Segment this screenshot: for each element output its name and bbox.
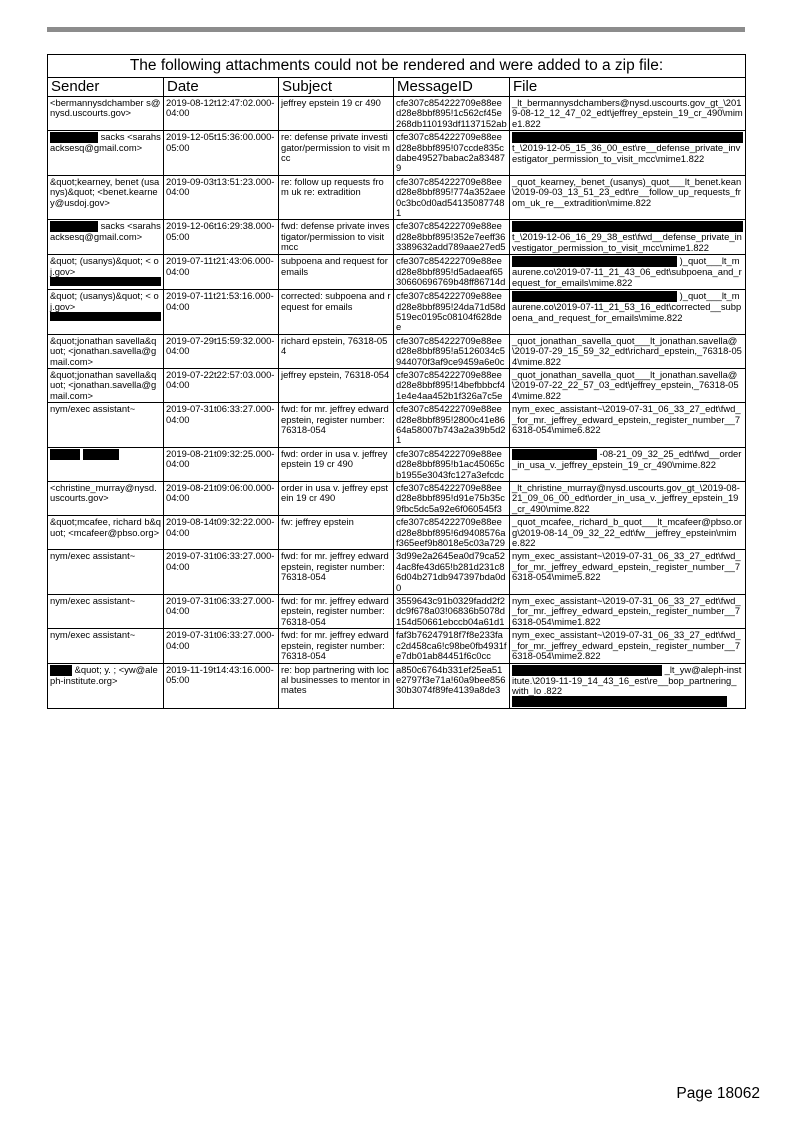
cell-text: cfe307c854222709e88eed28e8bbf895!d5adaeaf6530660696769b48ff86714d bbox=[396, 255, 506, 288]
cell-date bbox=[164, 482, 279, 516]
cell-mid bbox=[394, 629, 510, 663]
cell-text: cfe307c854222709e88eed28e8bbf895!1c562cf45e268db110193df1137152ab bbox=[396, 97, 507, 129]
cell-text: &quot;mcafee, richard b&quot; <mcafeer@pbso.org> bbox=[50, 516, 161, 538]
table-row bbox=[48, 290, 746, 335]
cell-mid bbox=[394, 175, 510, 220]
page-number: Page 18062 bbox=[676, 1085, 760, 1102]
cell-text: nym/exec assistant~ bbox=[50, 595, 136, 607]
cell-sender bbox=[48, 290, 164, 335]
cell-text: 3559643c91b0329fadd2f2dc9f678a03!06836b5078d154d50661ebccb04a61d1 bbox=[396, 595, 505, 627]
cell-text: fwd: for mr. jeffrey edward epstein, register number: 76318-054 bbox=[281, 629, 389, 662]
table-row bbox=[48, 255, 746, 290]
cell-text: cfe307c854222709e88eed28e8bbf895!07ccde835cdabe49527babac2a834879 bbox=[396, 131, 505, 174]
cell-file bbox=[510, 290, 746, 335]
cell-date bbox=[164, 403, 279, 448]
cell-date bbox=[164, 447, 279, 481]
cell-text: 3d99e2a2645ea0d79ca524ac8fe43d65!b281d231c86d04b271db947397bda0d0 bbox=[396, 550, 506, 593]
cell-text: &quot; (usanys)&quot; < oj.gov> bbox=[50, 255, 159, 277]
cell-subject bbox=[279, 663, 394, 709]
cell-mid bbox=[394, 334, 510, 368]
cell-text: fwd: defense private investigator/permission to visit mcc bbox=[281, 220, 390, 253]
cell-text: _quot_jonathan_savella_quot___lt_jonathan.savella@\2019-07-22_22_57_03_edt\jeffrey_epstein,_76318-054\mime.822 bbox=[512, 368, 739, 401]
table-row bbox=[48, 482, 746, 516]
cell-text: _lt_bermannysdchambers@nysd.uscourts.gov_gt_\2019-08-12_12_47_02_edt\jeffrey_epstein_19_cr_490\mime1.822 bbox=[512, 97, 743, 129]
cell-text: 2019-07-22t22:57:03.000-04:00 bbox=[166, 368, 275, 391]
cell-sender bbox=[48, 403, 164, 448]
cell-text: &quot; y. ; <yw@aleph-institute.org> bbox=[50, 663, 158, 686]
cell-text: fwd: for mr. jeffrey edward epstein, register number: 76318-054 bbox=[281, 595, 389, 627]
attachments-table bbox=[47, 54, 746, 709]
cell-subject bbox=[279, 220, 394, 255]
cell-file bbox=[510, 255, 746, 290]
cell-date bbox=[164, 334, 279, 368]
redaction-box bbox=[50, 449, 80, 460]
cell-text: cfe307c854222709e88eed28e8bbf895!6d9408576af365eef9b8018e5c03a729 bbox=[396, 516, 506, 549]
cell-text: fw: jeffrey epstein bbox=[281, 516, 354, 528]
cell-text: order in usa v. jeffrey epstein 19 cr 490 bbox=[281, 482, 388, 504]
cell-text: 2019-07-31t06:33:27.000-04:00 bbox=[166, 403, 275, 425]
cell-file bbox=[510, 220, 746, 255]
cell-subject bbox=[279, 97, 394, 131]
cell-mid bbox=[394, 482, 510, 516]
cell-text: &quot;kearney, benet (usanys)&quot; <benet.kearney@usdoj.gov> bbox=[50, 175, 160, 208]
cell-text: cfe307c854222709e88eed28e8bbf895!d91e75b35c9fbc5dc5a92e6f060545f3 bbox=[396, 482, 505, 514]
cell-text: 2019-07-31t06:33:27.000-04:00 bbox=[166, 550, 275, 572]
cell-mid bbox=[394, 97, 510, 131]
cell-date bbox=[164, 175, 279, 220]
cell-text: richard epstein, 76318-054 bbox=[281, 334, 388, 357]
cell-date bbox=[164, 290, 279, 335]
cell-text: nym_exec_assistant~\2019-07-31_06_33_27_edt\fwd__for_mr._jeffrey_edward_epstein,_register_number__76318-054\mime6.822 bbox=[512, 403, 741, 435]
table-row bbox=[48, 595, 746, 629]
cell-text: corrected: subpoena and request for emails bbox=[281, 290, 391, 312]
cell-text: sacks <sarahsacksesq@gmail.com> bbox=[50, 220, 161, 243]
cell-text: cfe307c854222709e88eed28e8bbf895!2800c41e8664a58007b743a2a39b5d21 bbox=[396, 403, 506, 446]
cell-mid bbox=[394, 220, 510, 255]
cell-text: 2019-08-14t09:32:22.000-04:00 bbox=[166, 516, 275, 538]
cell-text: nym/exec assistant~ bbox=[50, 403, 136, 415]
cell-mid bbox=[394, 447, 510, 481]
cell-text: t_\2019-12-06_16_29_38_est\fwd__defense_private_investigator_permission_to_visit_mcc\mime1.822 bbox=[512, 231, 742, 253]
cell-text: faf3b76247918f7f8e233fac2d458ca6!c98be0fb4931fe7db01ab84451f6c0cc bbox=[396, 629, 507, 662]
cell-sender bbox=[48, 482, 164, 516]
cell-text: cfe307c854222709e88eed28e8bbf895!a5126034c5944070f3af9ce9459a6e0c bbox=[396, 334, 505, 367]
table-row bbox=[48, 334, 746, 368]
cell-text: subpoena and request for emails bbox=[281, 255, 388, 277]
cell-text: cfe307c854222709e88eed28e8bbf895!24da71d58d519ec0195c08104f628dee bbox=[396, 290, 506, 333]
cell-text: &quot; (usanys)&quot; < oj.gov> bbox=[50, 290, 159, 312]
cell-mid bbox=[394, 595, 510, 629]
cell-text: a850c6764b331ef25ea51e2797f3e71a!60a9bee85630b3074f89fe4139a8de3 bbox=[396, 663, 506, 696]
cell-subject bbox=[279, 516, 394, 550]
table-row bbox=[48, 175, 746, 220]
cell-date bbox=[164, 516, 279, 550]
table-row bbox=[48, 663, 746, 709]
table-row bbox=[48, 447, 746, 481]
cell-file bbox=[510, 175, 746, 220]
cell-text: re: defense private investigator/permission to visit mcc bbox=[281, 131, 390, 164]
cell-file bbox=[510, 97, 746, 131]
cell-file bbox=[510, 368, 746, 402]
cell-file bbox=[510, 334, 746, 368]
cell-date bbox=[164, 220, 279, 255]
cell-subject bbox=[279, 629, 394, 663]
cell-text: fwd: order in usa v. jeffrey epstein 19 cr 490 bbox=[281, 447, 388, 470]
cell-file bbox=[510, 403, 746, 448]
cell-sender bbox=[48, 220, 164, 255]
cell-text: cfe307c854222709e88eed28e8bbf895!352e7eeff363389632add789aae27ed5 bbox=[396, 220, 506, 253]
cell-mid bbox=[394, 255, 510, 290]
table-row bbox=[48, 550, 746, 595]
cell-mid bbox=[394, 403, 510, 448]
cell-mid bbox=[394, 663, 510, 709]
cell-sender bbox=[48, 368, 164, 402]
cell-text: 2019-08-21t09:32:25.000-04:00 bbox=[166, 447, 275, 470]
cell-text: nym_exec_assistant~\2019-07-31_06_33_27_edt\fwd__for_mr._jeffrey_edward_epstein,_register_number__76318-054\mime1.822 bbox=[512, 595, 741, 627]
cell-text: -08-21_09_32_25_edt\fwd__order_in_usa_v._jeffrey_epstein_19_cr_490\mime.822 bbox=[512, 447, 742, 470]
cell-text: 2019-12-06t16:29:38.000-05:00 bbox=[166, 220, 275, 242]
cell-text: <bermannysdchamber s@nysd.uscourts.gov> bbox=[50, 97, 161, 119]
cell-text: )_quot___lt_m aurene.co\2019-07-11_21_53_16_edt\corrected__subpoena_and_request_for_emails\mime.822 bbox=[512, 290, 742, 323]
cell-date bbox=[164, 368, 279, 402]
header-row bbox=[48, 78, 746, 97]
cell-text: 2019-07-11t21:53:16.000-04:00 bbox=[166, 290, 274, 312]
cell-text: _lt_yw@aleph-institute.\2019-11-19_14_43_16_est\re__bop_partnering_with_lo .822 bbox=[512, 663, 742, 696]
cell-date bbox=[164, 550, 279, 595]
table-row bbox=[48, 368, 746, 402]
table-row bbox=[48, 403, 746, 448]
cell-file bbox=[510, 595, 746, 629]
cell-file bbox=[510, 663, 746, 709]
cell-date bbox=[164, 97, 279, 131]
cell-sender bbox=[48, 255, 164, 290]
cell-text: 2019-07-31t06:33:27.000-04:00 bbox=[166, 629, 275, 651]
cell-text: &quot;jonathan savella&quot; <jonathan.savella@gmail.com> bbox=[50, 368, 157, 401]
cell-date bbox=[164, 131, 279, 176]
cell-mid bbox=[394, 131, 510, 176]
table-row bbox=[48, 220, 746, 255]
cell-text: )_quot___lt_m aurene.co\2019-07-11_21_43_06_edt\subpoena_and_request_for_emails\mime.822 bbox=[512, 255, 742, 288]
column-header-date: Date bbox=[164, 78, 279, 97]
cell-text: nym/exec assistant~ bbox=[50, 629, 136, 641]
cell-text: 2019-08-12t12:47:02.000-04:00 bbox=[166, 97, 275, 119]
cell-subject bbox=[279, 447, 394, 481]
cell-text: <christine_murray@nysd.uscourts.gov> bbox=[50, 482, 157, 504]
cell-sender bbox=[48, 97, 164, 131]
column-header-file: File bbox=[510, 78, 746, 97]
cell-subject bbox=[279, 368, 394, 402]
cell-file bbox=[510, 482, 746, 516]
cell-text: fwd: for mr. jeffrey edward epstein, register number: 76318-054 bbox=[281, 403, 389, 435]
cell-sender bbox=[48, 334, 164, 368]
cell-text: t_\2019-12-05_15_36_00_est\re__defense_private_investigator_permission_to_visit_mcc\mime1.822 bbox=[512, 142, 741, 164]
cell-file bbox=[510, 629, 746, 663]
cell-text: nym_exec_assistant~\2019-07-31_06_33_27_edt\fwd__for_mr._jeffrey_edward_epstein,_register_number__76318-054\mime5.822 bbox=[512, 550, 741, 583]
table-row bbox=[48, 131, 746, 176]
table-title: The following attachments could not be rendered and were added to a zip file: bbox=[48, 55, 746, 78]
cell-text: jeffrey epstein 19 cr 490 bbox=[281, 97, 381, 108]
cell-subject bbox=[279, 403, 394, 448]
redaction-box bbox=[512, 696, 727, 707]
cell-text: _lt_christine_murray@nysd.uscourts.gov_gt_\2019-08-21_09_06_00_edt\order_in_usa_v._jeffrey_epstein_19_cr_490\mime.822 bbox=[512, 482, 740, 514]
table-row bbox=[48, 97, 746, 131]
cell-subject bbox=[279, 595, 394, 629]
cell-subject bbox=[279, 255, 394, 290]
cell-subject bbox=[279, 175, 394, 220]
cell-text: 2019-11-19t14:43:16.000-05:00 bbox=[166, 663, 274, 685]
cell-subject bbox=[279, 482, 394, 516]
cell-text: nym_exec_assistant~\2019-07-31_06_33_27_edt\fwd__for_mr._jeffrey_edward_epstein,_register_number__76318-054\mime2.822 bbox=[512, 629, 741, 662]
cell-file bbox=[510, 516, 746, 550]
cell-text: re: follow up requests from uk re: extradition bbox=[281, 175, 384, 198]
cell-text: fwd: for mr. jeffrey edward epstein, register number: 76318-054 bbox=[281, 550, 389, 583]
cell-sender bbox=[48, 629, 164, 663]
cell-text: re: bop partnering with local businesses to mentor inmates bbox=[281, 663, 390, 696]
cell-mid bbox=[394, 550, 510, 595]
cell-text: _quot_mcafee,_richard_b_quot___lt_mcafeer@pbso.org\2019-08-14_09_32_22_edt\fw__jeffrey_epstein\mime.822 bbox=[512, 516, 742, 549]
cell-sender bbox=[48, 595, 164, 629]
cell-sender bbox=[48, 131, 164, 176]
cell-text: sacks <sarahsacksesq@gmail.com> bbox=[50, 131, 161, 154]
cell-date bbox=[164, 663, 279, 709]
cell-sender bbox=[48, 447, 164, 481]
cell-mid bbox=[394, 368, 510, 402]
cell-text: 2019-07-31t06:33:27.000-04:00 bbox=[166, 595, 275, 617]
cell-date bbox=[164, 595, 279, 629]
cell-sender bbox=[48, 550, 164, 595]
cell-text: 2019-08-21t09:06:00.000-04:00 bbox=[166, 482, 275, 504]
redaction-box bbox=[83, 449, 119, 460]
cell-text: cfe307c854222709e88eed28e8bbf895!774a352aee0c3bc0d0ad541350877481 bbox=[396, 175, 506, 219]
cell-file bbox=[510, 447, 746, 481]
table-row bbox=[48, 516, 746, 550]
cell-subject bbox=[279, 334, 394, 368]
redaction-box bbox=[50, 277, 161, 286]
cell-date bbox=[164, 629, 279, 663]
cell-subject bbox=[279, 131, 394, 176]
cell-text: 2019-12-05t15:36:00.000-05:00 bbox=[166, 131, 275, 153]
cell-sender bbox=[48, 516, 164, 550]
cell-file bbox=[510, 550, 746, 595]
cell-text: cfe307c854222709e88eed28e8bbf895!b1ac45065cb1955e3043fc127a3efcdc bbox=[396, 447, 505, 480]
column-header-subject: Subject bbox=[279, 78, 394, 97]
cell-mid bbox=[394, 516, 510, 550]
cell-text: &quot;jonathan savella&quot; <jonathan.savella@gmail.com> bbox=[50, 334, 157, 367]
table-body bbox=[48, 97, 746, 709]
top-divider-bar bbox=[47, 27, 745, 32]
cell-text: _quot_kearney,_benet_(usanys)_quot___lt_benet.kean\2019-09-03_13_51_23_edt\re__follow_up_requests_from_uk_re__extradition\mime.822 bbox=[512, 175, 742, 208]
cell-mid bbox=[394, 290, 510, 335]
cell-text: 2019-07-11t21:43:06.000-04:00 bbox=[166, 255, 274, 277]
cell-text: 2019-07-29t15:59:32.000-04:00 bbox=[166, 334, 275, 357]
cell-sender bbox=[48, 663, 164, 709]
column-header-sender: Sender bbox=[48, 78, 164, 97]
cell-sender bbox=[48, 175, 164, 220]
table-row bbox=[48, 629, 746, 663]
cell-text: _quot_jonathan_savella_quot___lt_jonathan.savella@\2019-07-29_15_59_32_edt\richard_epstein,_76318-054\mime.822 bbox=[512, 334, 742, 367]
cell-text: jeffrey epstein, 76318-054 bbox=[281, 368, 390, 380]
cell-date bbox=[164, 255, 279, 290]
column-header-messageid: MessageID bbox=[394, 78, 510, 97]
redaction-box bbox=[50, 312, 161, 321]
cell-subject bbox=[279, 550, 394, 595]
cell-text: nym/exec assistant~ bbox=[50, 550, 136, 562]
cell-file bbox=[510, 131, 746, 176]
cell-text: 2019-09-03t13:51:23.000-04:00 bbox=[166, 175, 275, 198]
cell-text: cfe307c854222709e88eed28e8bbf895!14befbbbcf41e4e4aa452b1f326a7c5e bbox=[396, 368, 505, 401]
cell-subject bbox=[279, 290, 394, 335]
